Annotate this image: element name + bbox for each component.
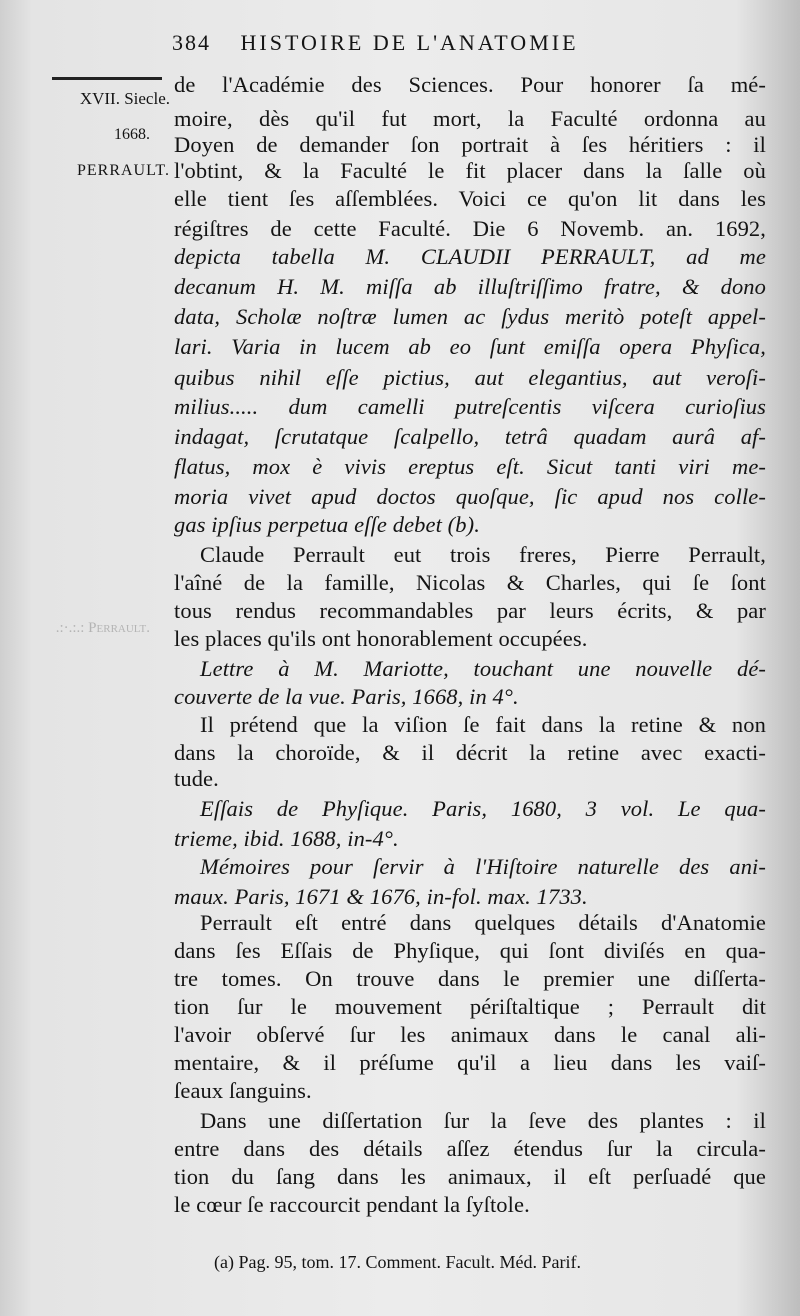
text-line: tre tomes. On trouve dans le premier une diſſerta- xyxy=(174,966,766,991)
work-title-line: maux. Paris, 1671 & 1676, in-fol. max. 1733. xyxy=(174,884,588,909)
text-line: mentaire, & il préſume qu'il a lieu dans les vaiſ- xyxy=(174,1050,766,1075)
text-line: ſeaux ſanguins. xyxy=(174,1078,312,1103)
latin-line: quibus nihil eſſe pictius, aut elegantius, aut veroſi- xyxy=(174,365,766,390)
text-line: Doyen de demander ſon portrait à ſes héritiers : il xyxy=(174,132,766,157)
work-title-line: Eſſais de Phyſique. Paris, 1680, 3 vol. Le qua- xyxy=(200,796,766,821)
text-line: tude. xyxy=(174,766,219,791)
margin-author: PERRAULT. xyxy=(76,162,170,179)
text-line: dans ſes Eſſais de Phyſique, qui ſont diviſés en qua- xyxy=(174,938,766,963)
text-line: Claude Perrault eut trois freres, Pierre Perrault, xyxy=(200,542,766,567)
work-title-line: Mémoires pour ſervir à l'Hiſtoire naturelle des ani- xyxy=(200,854,766,879)
page-number: 384 xyxy=(172,30,211,55)
text-line: l'aîné de la famille, Nicolas & Charles, qui ſe ſont xyxy=(174,570,766,595)
text-line: le cœur ſe raccourcit pendant la ſyſtole. xyxy=(174,1192,530,1217)
latin-line: data, Scholæ noſtræ lumen ac ſydus meritò poteſt appel- xyxy=(174,304,766,329)
text-line: tion ſur le mouvement périſtaltique ; Perrault dit xyxy=(174,994,766,1019)
margin-century: XVII. Siecle. xyxy=(79,89,170,108)
latin-line: moria vivet apud doctos quoſque, ſic apud nos colle- xyxy=(174,484,766,509)
text-line: l'avoir obſervé ſur les animaux dans le canal ali- xyxy=(174,1022,766,1047)
text-line: dans la choroïde, & il décrit la retine avec exacti- xyxy=(174,740,766,765)
text-line: moire, dès qu'il fut mort, la Faculté ordonna au xyxy=(174,106,766,131)
work-title-line: couverte de la vue. Paris, 1668, in 4°. xyxy=(174,684,519,709)
work-title-line: Lettre à M. Mariotte, touchant une nouvelle dé- xyxy=(200,656,766,681)
work-title-line: trieme, ibid. 1688, in-4°. xyxy=(174,826,399,851)
text-line: Il prétend que la viſion ſe fait dans la retine & non xyxy=(200,712,766,737)
latin-line: indagat, ſcrutatque ſcalpello, tetrâ quadam aurâ af- xyxy=(174,424,766,449)
text-line: entre dans des détails aſſez étendus ſur la circula- xyxy=(174,1136,766,1161)
latin-line: lari. Varia in lucem ab eo ſunt emiſſa opera Phyſica, xyxy=(174,334,766,359)
text-line: régiſtres de cette Faculté. Die 6 Novemb. an. 1692, xyxy=(174,216,766,241)
text-line: de l'Académie des Sciences. Pour honorer ſa mé- xyxy=(174,72,766,97)
text-line: tous rendus recommandables par leurs écrits, & par xyxy=(174,598,766,623)
footnote: (a) Pag. 95, tom. 17. Comment. Facult. Méd. Parif. xyxy=(214,1252,581,1272)
margin-rule xyxy=(52,77,162,80)
latin-line: depicta tabella M. CLAUDII PERRAULT, ad me xyxy=(174,244,766,269)
latin-line: decanum H. M. miſſa ab illuſtriſſimo fratre, & dono xyxy=(174,274,766,299)
text-line: les places qu'ils ont honorablement occupées. xyxy=(174,626,588,651)
text-line: Perrault eſt entré dans quelques détails d'Anatomie xyxy=(200,910,766,935)
latin-line: milius..... dum camelli putreſcentis viſcera curioſius xyxy=(174,394,766,419)
text-line: l'obtint, & la Faculté le fit placer dans la ſalle où xyxy=(174,158,766,183)
text-line: tion du ſang dans les animaux, il eſt perſuadé que xyxy=(174,1164,766,1189)
running-title: HISTOIRE DE L'ANATOMIE xyxy=(240,30,579,55)
text-line: Dans une diſſertation ſur la ſeve des plantes : il xyxy=(200,1108,766,1133)
latin-line: flatus, mox è vivis ereptus eſt. Sicut tanti viri me- xyxy=(174,454,766,479)
text-line: elle tient ſes aſſemblées. Voici ce qu'on lit dans les xyxy=(174,186,766,211)
running-header xyxy=(172,30,772,56)
margin-bleed-through: .:·.:.: Perrault. xyxy=(55,620,150,636)
margin-year: 1668. xyxy=(114,126,150,143)
latin-line: gas ipſius perpetua eſſe debet (b). xyxy=(174,512,480,537)
